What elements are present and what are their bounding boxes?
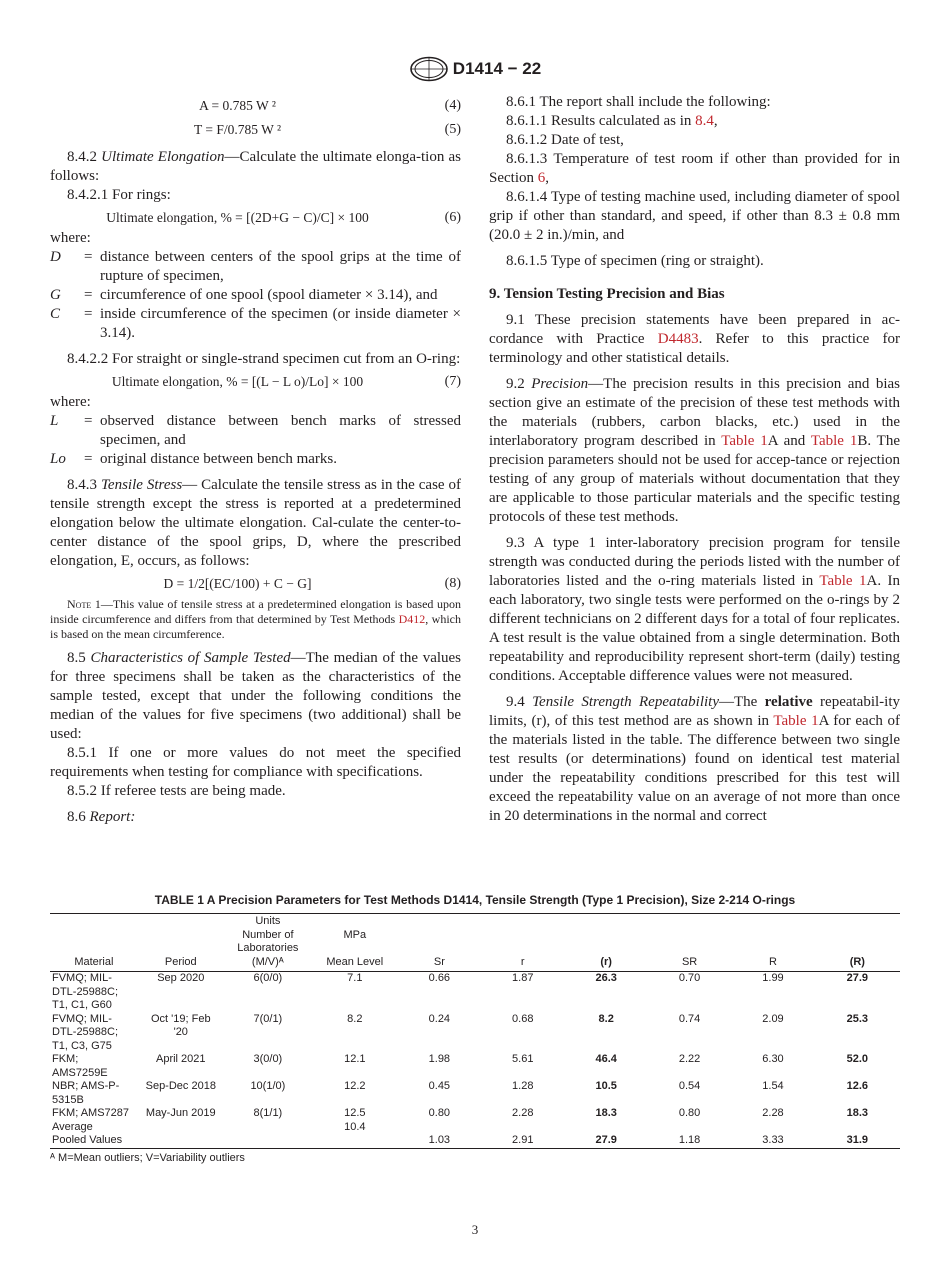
table-cell: 1.03 [398, 1134, 481, 1148]
link-section-6[interactable]: 6 [537, 170, 546, 186]
astm-logo-icon [409, 56, 449, 82]
table-cell: 6(0/0) [253, 972, 283, 984]
section-8-5-number: 8.5 [67, 650, 86, 666]
where-definition: distance between centers of the spool grips at the time of rupture of specimen, [100, 249, 461, 284]
table-cell: 25.3 [846, 1012, 869, 1025]
table-cell: 6.30 [762, 1053, 784, 1065]
table-cell: 8(1/1) [253, 1107, 283, 1119]
table-cell: FVMQ; MIL- DTL-25988C; T1, C3, G75 [52, 1012, 119, 1052]
table-cell: 1.18 [648, 1134, 731, 1148]
where-item: L = observed distance between bench marks of stressed specimen, and [50, 413, 461, 448]
table-cell: Sep-Dec 2018 [145, 1080, 216, 1092]
table-cell: FKM; AMS7287 Average [52, 1107, 130, 1133]
section-9-4-bold: relative [764, 694, 813, 710]
left-column [50, 93, 461, 827]
table-cell: 12.5 10.4 [344, 1107, 366, 1133]
section-9-4-text-b: repeatabil-ity limits, (r), of this test method are as shown in [489, 694, 901, 729]
table-cell: 2.91 [481, 1134, 564, 1148]
equation-7-formula: Ultimate elongation, % = [(L − L o)/Lo] × 100 [111, 374, 364, 389]
link-table-1-b[interactable]: Table 1 [810, 433, 858, 449]
equation-6-formula: Ultimate elongation, % = [(2D+G − C)/C] × 100 [106, 210, 369, 225]
note-1-tail: , which is based on the mean circumference. [50, 612, 462, 641]
table-cell: 5.61 [512, 1053, 534, 1065]
section-8-5-2: 8.5.2 If referee tests are being made. [67, 783, 286, 799]
section-8-5-text: —The median of the values for three specimens shall be taken as the characteristics of the sample tested, except that under the following conditions the median of the values for five specimens (two additional) shall be used: [50, 650, 462, 742]
table-cell: May-Jun 2019 [145, 1107, 216, 1119]
section-8-6-title: Report: [89, 809, 136, 825]
section-9-title: 9. Tension Testing Precision and Bias [489, 286, 725, 302]
table-cell: 12.2 [344, 1080, 366, 1092]
where-definition: circumference of one spool (spool diameter × 3.14), and [100, 287, 438, 303]
table-cell: 7(0/1) [253, 1012, 283, 1025]
section-8-6-number: 8.6 [67, 809, 86, 825]
table-header-cell: Material [50, 914, 138, 972]
section-8-4-3-text: — Calculate the tensile stress as in the case of tensile strength except the stress is reported at a predetermined elongation below the ultimate elongation. Cal-culate the center-to-center distance of the spool grips, D, where the prescribed elongation, E, occurs, as follows: [50, 477, 462, 569]
section-9-3-text-a: 9.3 A type 1 inter-laboratory precision program for tensile strength was conducted during the periods listed with the number of laboratories listed and the o-ring materials listed in [489, 535, 900, 589]
note-1 [50, 597, 461, 642]
section-8-4-2-1: 8.4.2.1 For rings: [67, 187, 171, 203]
section-8-6-1-3 [489, 150, 900, 188]
section-9-2-text-a: —The precision results in this precision and bias section give an estimate of the precision of these test methods with the materials (rubbers, carbon blacks, etc.) used in the interlaboratory program described in [489, 376, 901, 449]
table-cell: 1.54 [762, 1080, 784, 1092]
table-cell: 0.45 [428, 1080, 451, 1092]
section-9-1 [489, 311, 900, 368]
link-table-1[interactable]: Table 1 [819, 573, 867, 589]
table-cell: 3.33 [731, 1134, 814, 1148]
table-header-row [50, 914, 900, 972]
section-8-4-2 [50, 148, 461, 186]
where-symbol: L [50, 413, 59, 429]
precision-table-section [50, 893, 900, 1164]
table-row [50, 1053, 900, 1080]
section-8-4-3-title: Tensile Stress [100, 477, 183, 493]
table-row [50, 972, 900, 1013]
section-9-4 [489, 693, 900, 826]
link-section-8-4[interactable]: 8.4 [695, 113, 714, 129]
equation-6-number: (6) [444, 210, 461, 225]
page-number: 3 [471, 1222, 479, 1237]
equation-4 [50, 93, 461, 117]
table-cell: 8.2 [598, 1012, 614, 1025]
page-header [0, 56, 950, 82]
section-8-6 [50, 808, 461, 827]
table-cell: 2.22 [678, 1053, 701, 1065]
table-cell: 31.9 [815, 1134, 900, 1148]
equation-4-number: (4) [444, 98, 461, 113]
table-cell: 1.87 [512, 972, 534, 984]
section-9-3-text-b: A. In each laboratory, two single tests were performed on the o-rings by 2 different technicians on 2 different days for a total of four replicates. A test result is the value obtained from a single determination. Both repeatability and reproducibility represent short-term (daily) testing conditions. Acceptable difference values were not measured. [489, 573, 901, 684]
equation-8 [50, 571, 461, 595]
table-cell: April 2021 [156, 1053, 206, 1065]
table-cell: 0.66 [428, 972, 451, 984]
table-header-cell: MPa Mean Level [312, 914, 398, 972]
section-8-6-1-4: 8.6.1.4 Type of testing machine used, including diameter of spool grip if other than standard, and speed, if other than 8.3 ± 0.8 mm (20.0 ± 2 in.)/min, and [489, 189, 900, 243]
table-header-cell: Sr [398, 914, 481, 972]
table-cell: 2.28 [762, 1107, 784, 1119]
table-cell: 2.28 [512, 1107, 534, 1119]
section-8-4-2-2: 8.4.2.2 For straight or single-strand specimen cut from an O-ring: [67, 351, 461, 367]
table-header-cell: R [731, 914, 814, 972]
section-9-2-text-c: B. The precision parameters should not be used for accep-tance or rejection testing of any group of materials without documentation that they are applicable to those particular materials and the specific testing protocols of these test methods. [489, 433, 900, 525]
table-title: TABLE 1 A Precision Parameters for Test Methods D1414, Tensile Strength (Type 1 Precision), Size 2-214 O-rings [154, 893, 796, 907]
equation-6 [50, 205, 461, 229]
section-9-2 [489, 375, 900, 527]
table-footnote: ᴬ M=Mean outliers; V=Variability outliers [50, 1151, 245, 1164]
table-cell: Sep 2020 [157, 972, 205, 984]
equation-5 [50, 117, 461, 141]
note-1-link-d412[interactable]: D412 [398, 612, 426, 626]
section-8-6-1: 8.6.1 The report shall include the following: [506, 94, 771, 110]
table-cell [312, 1134, 398, 1148]
right-column [489, 93, 900, 826]
where-list-2 [50, 412, 461, 469]
section-9-4-text-c: A for each of the materials listed in the table. The difference between two single test results (or determinations) found on identical test material under the repeatability conditions prescribed for this test will exceed the repeatability value on an average of not more than once in 20 determinations in the normal and correct [489, 713, 900, 824]
table-cell: 10.5 [595, 1080, 617, 1092]
table-cell: 8.2 [347, 1012, 363, 1025]
table-cell: Pooled Values [50, 1134, 138, 1148]
section-8-4-2-title: Ultimate Elongation [101, 149, 225, 165]
section-9-1-text-b: . Refer to this practice for terminology and other statistical details. [489, 331, 900, 366]
where-item: G = circumference of one spool (spool diameter × 3.14), and [50, 286, 461, 305]
table-cell: 46.4 [595, 1053, 617, 1065]
table-cell: 12.6 [846, 1080, 869, 1092]
table-cell: 27.9 [564, 1134, 647, 1148]
where-definition: inside circumference of the specimen (or inside diameter × 3.14). [100, 306, 461, 341]
section-8-6-1-5: 8.6.1.5 Type of specimen (ring or straight). [506, 253, 764, 269]
section-9-2-title: Precision [531, 376, 589, 392]
section-9-2-number: 9.2 [506, 376, 525, 392]
table-cell: 0.74 [678, 1012, 701, 1025]
section-8-6-1-3-tail: , [545, 170, 549, 186]
equation-5-formula: T = F/0.785 W ² [193, 122, 282, 137]
precision-table [50, 913, 900, 1149]
table-header-cell: (R) [815, 914, 900, 972]
section-9-1-text-a: 9.1 These precision statements have been prepared in ac-cordance with Practice [489, 312, 900, 347]
section-8-4-3 [50, 476, 461, 571]
section-9-4-text-a: —The [718, 694, 765, 710]
table-cell [224, 1134, 312, 1148]
table-row [50, 1134, 900, 1148]
section-8-6-1-2: 8.6.1.2 Date of test, [506, 132, 624, 148]
table-header-cell: SR [648, 914, 731, 972]
where-list-1 [50, 248, 461, 343]
table-cell [138, 1134, 224, 1148]
table-header-cell: (r) [564, 914, 647, 972]
table-cell: 1.99 [762, 972, 784, 984]
note-1-label: Note 1 [67, 597, 101, 611]
table-header-cell: Period [138, 914, 224, 972]
table-cell: 0.70 [678, 972, 701, 984]
table-cell: 1.98 [428, 1053, 451, 1065]
where-item: Lo = original distance between bench marks. [50, 450, 461, 469]
equation-8-number: (8) [444, 576, 461, 591]
where-definition: original distance between bench marks. [100, 451, 337, 467]
table-body [50, 972, 900, 1149]
table-row [50, 1013, 900, 1054]
table-cell: 52.0 [846, 1053, 869, 1065]
where-item: D = distance between centers of the spool grips at the time of rupture of specimen, [50, 249, 461, 284]
table-cell: NBR; AMS-P- 5315B [52, 1080, 120, 1106]
table-cell: 10(1/0) [250, 1080, 286, 1092]
table-cell: 27.9 [846, 972, 869, 984]
where-label-2: where: [50, 394, 91, 410]
section-8-4-3-number: 8.4.3 [67, 477, 97, 493]
table-cell: 7.1 [347, 972, 363, 984]
table-cell: 0.80 [678, 1107, 701, 1119]
link-table-1-a[interactable]: Table 1 [721, 433, 768, 449]
table-cell: FKM; AMS7259E [52, 1053, 108, 1079]
equation-7 [50, 369, 461, 393]
section-9-3 [489, 534, 900, 686]
where-symbol: D [50, 249, 61, 265]
table-row [50, 1080, 900, 1107]
link-table-1[interactable]: Table 1 [773, 713, 819, 729]
table-cell: 0.24 [428, 1012, 451, 1025]
table-cell: 0.80 [428, 1107, 451, 1119]
link-d4483[interactable]: D4483 [657, 331, 699, 347]
table-cell: 18.3 [595, 1107, 617, 1119]
table-header-cell: r [481, 914, 564, 972]
section-8-5-1: 8.5.1 If one or more values do not meet the specified requirements when testing for compliance with specifications. [50, 745, 461, 780]
section-8-6-1-3-text: 8.6.1.3 Temperature of test room if other than provided for in Section [489, 151, 900, 186]
table-cell: 26.3 [595, 972, 617, 984]
where-item: C = inside circumference of the specimen (or inside diameter × 3.14). [50, 306, 461, 341]
section-9-4-number: 9.4 [506, 694, 525, 710]
section-8-6-1-1-tail: , [713, 113, 718, 129]
table-cell: 3(0/0) [253, 1053, 283, 1065]
table-cell: Oct '19; Feb '20 [150, 1012, 211, 1038]
where-label-1: where: [50, 230, 91, 246]
section-9-2-text-b: A and [767, 433, 811, 449]
note-1-text: —This value of tensile stress at a predetermined elongation is based upon inside circumference and differs from that determined by Test Methods [50, 597, 462, 626]
table-header-cell: Units Number of Laboratories (M/V)ᴬ [224, 914, 312, 972]
section-8-5 [50, 649, 461, 744]
equation-7-number: (7) [444, 374, 461, 389]
where-symbol: Lo [50, 451, 66, 467]
equation-5-number: (5) [444, 122, 461, 137]
table-cell: 1.28 [512, 1080, 534, 1092]
table-cell: 0.54 [678, 1080, 701, 1092]
table-cell: 12.1 [344, 1053, 366, 1065]
where-definition: observed distance between bench marks of stressed specimen, and [100, 413, 461, 448]
section-8-4-2-text: —Calculate the ultimate elonga-tion as follows: [50, 149, 461, 184]
document-code: D1414 − 22 [452, 59, 542, 78]
table-cell: 0.68 [512, 1012, 534, 1025]
where-symbol: G [50, 287, 61, 303]
section-8-6-1-1-text: 8.6.1.1 Results calculated as in [506, 113, 696, 129]
section-8-5-title: Characteristics of Sample Tested [90, 650, 291, 666]
where-symbol: C [50, 306, 61, 322]
section-9-4-title: Tensile Strength Repeatability [532, 694, 719, 710]
table-row [50, 1107, 900, 1134]
equation-8-formula: D = 1/2[(EC/100) + C − G] [163, 576, 312, 591]
equation-4-formula: A = 0.785 W ² [199, 98, 276, 113]
table-cell: 18.3 [846, 1107, 869, 1119]
table-cell: FVMQ; MIL- DTL-25988C; T1, C1, G60 [52, 972, 119, 1011]
section-8-4-2-number: 8.4.2 [67, 149, 97, 165]
table-cell: 2.09 [762, 1012, 784, 1025]
section-8-6-1-1 [489, 112, 900, 131]
